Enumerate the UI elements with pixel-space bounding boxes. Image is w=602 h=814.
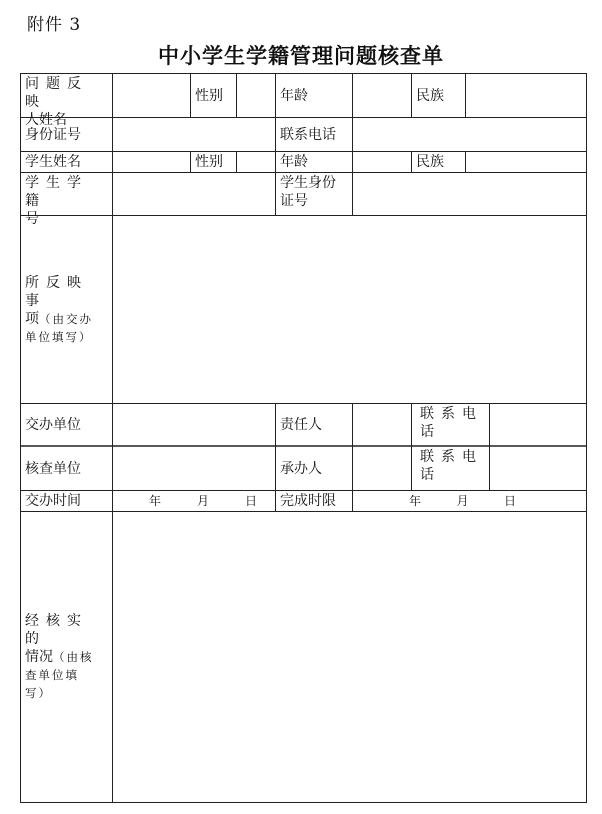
result-note-end: 写） [25,686,52,700]
responsible-label: 责任人 [280,417,322,433]
student-name-field[interactable] [113,152,190,172]
assign-unit-field[interactable] [113,404,275,446]
student-age-label: 年龄 [280,154,308,170]
student-ethnicity-field[interactable] [466,152,586,172]
age-label: 年龄 [280,87,308,104]
deadline-day: 日 [503,494,516,508]
deadline-month: 月 [456,494,469,508]
contact-phone-label: 联系电话 [280,126,336,143]
responsible-field[interactable] [353,404,411,446]
phone-field-1[interactable] [490,404,586,446]
phone-field-2[interactable] [490,447,586,490]
deadline-label: 完成时限 [280,493,336,509]
phone-label-2-cont: 话 [420,467,434,483]
student-gender-field[interactable] [237,152,275,172]
phone-label-1-cont: 话 [420,424,434,440]
result-label-cont: 情况 [25,649,53,665]
student-id-field[interactable] [353,173,586,215]
handler-field[interactable] [353,447,411,490]
assign-unit-label: 交办单位 [25,417,81,433]
assign-time-field[interactable] [113,491,275,511]
phone-label-1: 联系电 [420,406,483,422]
id-number-field[interactable] [113,118,275,151]
assign-time-label: 交办时间 [25,493,81,509]
student-name-label: 学生姓名 [25,154,81,170]
assign-month: 月 [196,494,209,508]
student-id-label: 学生身份 [280,175,336,191]
reporter-name-label: 问题反映 [25,76,88,110]
form-title: 中小学生学籍管理问题核查单 [158,43,444,68]
assign-day: 日 [244,494,257,508]
student-gender-label: 性别 [195,154,223,170]
deadline-year: 年 [409,494,422,508]
matter-note: （由交办 [39,311,93,326]
ethnicity-label: 民族 [416,87,444,104]
student-reg-label-cont: 号 [25,211,39,227]
student-id-label-cont: 证号 [280,193,308,209]
handler-label: 承办人 [280,460,322,477]
gender-label: 性别 [195,87,223,104]
student-age-field[interactable] [353,152,411,172]
student-reg-field[interactable] [113,173,275,215]
result-label: 经核实的 [25,613,88,647]
verify-unit-label: 核查单位 [25,460,81,477]
student-ethnicity-label: 民族 [416,154,444,170]
age-field[interactable] [353,74,411,117]
reporter-name-label-cont: 人姓名 [25,112,67,128]
contact-phone-field[interactable] [353,118,586,151]
result-note-cont: 查单位填 [25,668,79,682]
deadline-field[interactable] [353,491,586,511]
assign-year: 年 [149,494,162,508]
phone-label-2: 联系电 [420,449,483,465]
matter-field[interactable] [113,216,586,403]
id-number-label: 身份证号 [25,126,81,143]
matter-label: 所反映事 [25,274,88,309]
attachment-number: 附件 3 [27,15,82,35]
result-note: （由核 [53,650,94,664]
matter-note-cont: 单位填写） [25,329,93,344]
ethnicity-field[interactable] [466,74,586,117]
student-reg-label: 学生学籍 [25,175,88,209]
verify-unit-field[interactable] [113,447,275,490]
matter-label-cont: 项 [25,310,39,327]
gender-field[interactable] [237,74,275,117]
result-field[interactable] [113,512,586,802]
reporter-name-field[interactable] [113,74,190,117]
